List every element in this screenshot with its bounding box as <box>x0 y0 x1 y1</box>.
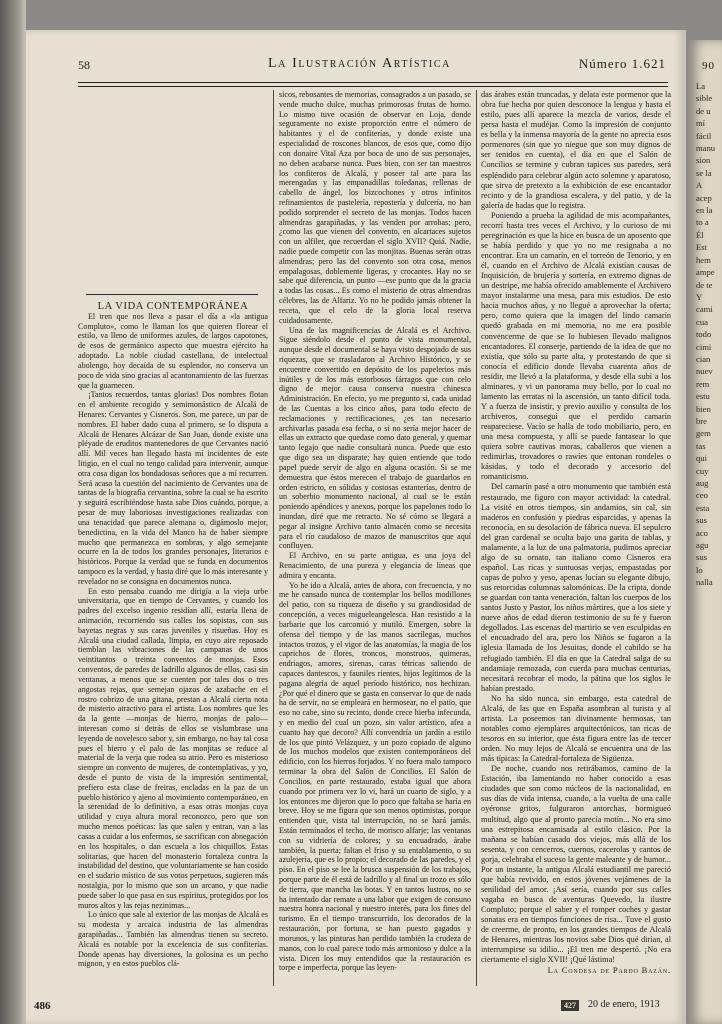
previous-page-edge <box>0 0 26 1024</box>
paragraph: De noche, cuando nos retirábamos, camino de la Estación, iba lamentando no haber conocido a esas ciudades que son como núcleos de la nacionalidad, en sus días de vida intensa, cuando, a la vuelta de una calle oyéronse gritos, fulguraron antorchas, hormigueó multitud, algo que al pronto parecía motín... No era sino una estrepitosa encamisada al estilo clásico. Por la mañana se habían casado dos viejos, más allá de los sesenta, y con cencerros, cuernos, cacerolas y cantos de gorja, celebraba el suceso la gente maleante y de humor... Por un instante, la antigua Alcalá estudiantil me pareció que había revivido, en estos jóvenes vejámenes de la senilidad del amor. ¡Así sería, cuando por sus calles vagaba en busca de aventuras Quevedo, la ilustre Compluto; porque el saber y el romper coches y gastar sonatas era en tiempos funciones de risa... Tuve el gusto de creerme, de pronto, en los grandes tiempos de Alcalá de Henares, mientras los novios sabe Dios qué dirían, al interrumpirse su idilio... ¡El tren me despertó. ¡No era ciertamente el siglo XVII! ¡Qué lástima! <box>481 764 671 965</box>
header-page-number: 58 <box>78 58 90 72</box>
article-column-1 <box>78 302 268 969</box>
paragraph: Poniendo a prueba la agilidad de mis acompañantes, recorrí hasta tres veces el Archivo, y lo curioso de mi peregrinación es que la hice en busca de un aposento que se había perdido y que yo no me resignaba a no encontrar. Era un camarín, en el torreón de Tenorio, y en él, cuando en el Archivo de Alcalá existían causas de Inquisición, de brujería y sortería, en extremo dignas de un destripe, me había ofrecido amablemente el Archivero mayor instalarme una mesa, para mis estudios. De esto hacía muchos años, y no llegué a aprovechar la oferta; pero, como quiera que la imagen del lindo camarín quedó grabada en mi memoria, no me era posible convencerme de que se lo hubiesen llevado malignos encantadores. El conserje, partiendo de la idea de que no existía, que sólo su parte alta, y protestando de que si conocía el edificio donde llevaba cuarenta años de residir, me llevó a la plataforma, y desde ella subí a los alminares, y vi un panorama muy bello, por lo cual no lamento las erratas ni la ascensión, un tanto difícil toda. Y a fuerza de insistir, y previo auxilio y consulta de los archiveros, conseguí que el perdido camarín reapareciese. Vacío se halla de todo mobiliario, pero, en una mesa compuesta, y allí se puede fantasear lo que quiera sobre cautivas moras, caballeros que vienen a redimirlas, trovadores o rawíes que entonan rondeles o kásidas, y todo el decorado y accesorio del romanticismo. <box>481 210 671 482</box>
article-column-3 <box>481 90 671 976</box>
archive-stamp: 427 <box>561 1000 579 1011</box>
paragraph: ¡Tantos recuerdos, tantas glorias! Dos nombres flotan en el ambiente recogido y semimonástico de Alcalá de Henares: Cervantes y Cisneros. Son, me parece, un par de nombres. El haber dado cuna al primero, se lo disputa a Alcalá de Henares Alcázar de San Juan, donde existe una pléyade de eruditos mantenedores de que Cervantes nació allí. Mil veces han llegado hasta mí incidentes de este litigio, en el cual no tengo calidad para intervenir, aunque otra cosa digan los bondadosos señores que a mí recurren. Será acaso la cuestión del nacimiento de Cervantes una de tantas de la biografía cervantina, sobre la cual se ha escrito y seguirá escribiéndose hasta sabe Dios cuándo, porque, a pesar de muy laboriosas investigaciones realizadas con una tenacidad que parece alemana o, digámoslo mejor, benedictina, en la vida del Manco ha de haber siempre mucho que permanezca en sombras, y algo semejante ocurre en la de todos los grandes personajes, literarios e históricos. Porque la verdad que se funda en documentos tampoco es la verdad, y hasta diré que lo más interesante y revelador no se consigna en documentos nunca. <box>78 390 268 586</box>
paragraph: El tren que nos lleva a pasar el día a «la antigua Compluto», como le llaman los que quieren florear el estilo, va lleno de uniformes azules, de largos capotones, de esos de germánico aspecto que muestra ejército ha adoptado. La noble ciudad castellana, de intelectual abolengo, hoy decaída de su esplendor, no conserva un poco de vida sino gracias al acantonamiento de las fuerzas que la guarnecen. <box>78 311 268 390</box>
paragraph: Lo único que sale al exterior de las monjas de Alcalá es su modesta y arcaica industria de las almendras garapiñadas... También las almendras tienen su secreto. Alcalá es notable por la excelencia de sus confiterías. Donde apenas hay diversiones, la golosina es un pecho mignon, y en estos pueblos clá- <box>78 910 268 969</box>
column-divider <box>476 90 477 986</box>
page-footer <box>26 994 686 1020</box>
next-page-edge <box>688 40 722 1024</box>
author-signature: La Condesa de Pardo Bazán. <box>547 965 671 976</box>
folio-number: 486 <box>34 1000 51 1012</box>
paragraph: En esto pensaba cuando me dirigía a la vieja urbe universitaria, que en tiempo de Cervantes, y cuando los padres del excelso ingenio residían allí, estaría llena de animación, recorriendo sus calles los sopistas, con sus bayetas negras y sus caras juveniles y risueñas. Hoy es Alcalá una ciudad callada, limpia, en cuyo aire reposado tiemblan las vibraciones de las campanas de unos veintitantos o treinta conventos de monjas. Esos conventos, de paredes de ladrillo algunos de ellos, casi sin ventanas, a menos que se cuenten por tales dos o tres angostas rejas, que semejan ojazos de azabache en el rostro cobrizo de una gitana, prestan a Alcalá cierta nota de misterio atractivo para el artista. Los nombres que les da la gente —monjas de hierro, monjas de palo— interesan como si detrás de ellos se vislumbrase una leyenda de novelesco sabor y, sin embargo, no hay tal cosa pues el hierro y el palo de las monjitas se reduce al material de la verja que rodea su atrio. Pero es misterioso siempre un convento de mujeres, de contemplativas, y yo, desde el punto de vista de la impresión sentimental, prefiero esta clase de freiras, encladas en la paz de un pueblo histórico y ajeno al movimiento contemporáneo, en la serenidad de lo definitivo, a esas otras monjas cuya utilidad y cuya altura moral reconozco, pero que son mucho menos poéticas: las que salen y entran, van a las casas a cuidar a los enfermos, se sacrifican con abnegación en los hospitales, o dan escuela a los chiquillos. Estas solitarias, que hacen del monasterio fortaleza contra la instabilidad del destino, que voluntariamente se han cosido en el sudario místico de sus votos perpetuos, sugieren más nostalgia, por lo mismo que son un arcano, y que nadie puede saber lo que pasa en sus espíritus, protegidos por los muros altos y las rejas nezinimas... <box>78 586 268 910</box>
header-rule-thin <box>78 86 668 87</box>
header-rule <box>78 82 668 83</box>
next-page-text-fragments: La sible de u mí fácil manu sion se la A acep en la to a Él Est hem ampe de te Y cami cua todo cimi cian nuev rem estu bien bre gem tas qui cuy aug ceo esta sus aco agu sus lo nalla <box>696 81 716 588</box>
paragraph: sicos, rebosantes de memorias, consagrados a un pasado, se vende mucho dulce, muchas primorosas frutas de horno. Lo mismo tuve ocasión de observar en Loja, donde seguramente no existe proporción entre el número de habitantes y el de confiterías, y donde existe una especialidad de roscones blancos, de esos que, como dijo con donaire Vital Aza por boca de uno de sus personajes, no deben acabarse nunca. Pues bien, con ser tan maestros los confiteros de Alcalá, y poseer tal arte para las merengadas y las empanadillas toledanas, rellenas de cabello de ángel, los bizcochones y otros infinitos refinamientos de pastelería, repostería y dulcería, no han podido sorprender el secreto de las monjas. Todos hacen almendras garapiñadas, y las venden por arrobas; pero, ¿como las que vienen del convento, en alcartaces sujetos con un alfiler, que recuerdan el siglo XVII? Quiá. Nadie, nadie puede competir con las monjitas. Buenas serán otras almendras; pero las del convento son otra cosa, menos empalagosas, doblemente ligeras, y crocantes. Hay no se sabe qué diferencia, un punto —ese punto que da la gracia a todas las cosas... Es como el misterio de otras almendras célebres, las de Alfariz. Yo no he podido jamás obtener la receta, que el celo de la gloria local reserva cuidadosamente. <box>279 90 471 325</box>
running-header <box>78 54 666 82</box>
paragraph: das árabes están truncadas, y delata este pormenor que la obra fue hecha por quien desconoce la lengua y hasta el estilo, pues allí aparece la mezcla de varios, desde el persa hasta el mudéjar. Como la impresión de conjunto es bella y la inmensa mayoría de la gente no aprecia esos pormenores (sin que yo niegue que son muy dignos de ser tenidos en cuenta), el día en que el Salón de Concilios se termine y cubran tapices sus paredes, será espléndido para celebrar algún acto solemne y aparatoso, que sirva de pretexto a la exhibición de ese encantador recinto y de la grandiosa escalera, y del patio, y de la galería de hadas que lo registra. <box>481 90 671 210</box>
article-column-2 <box>279 90 471 973</box>
column-divider <box>273 90 274 986</box>
paragraph: Yo he ido a Alcalá, antes de ahora, con frecuencia, y no me he cansado nunca de contemplar los bellos modillones del patio, con su riqueza de diseño y su grandiosidad de concepción, a veces migueleangelesca. Han resistido a la barbarie que los carcomió y mutiló. Emergen, sobre la ofensa del tiempo y de las manos sacrílegas, muchos intactos trozos, y el vigor de las anatomías, la magia de los caprichos de flores, troncos, monstruos, quimeras, endriagos, amores, sirenas, caras tétricas saliendo de capaces dantescos, y fauniles rientes, hijos legítimos de la pagana alegría de aquel período histórico, nos hechizan. ¿Por qué el dinero que se gasta en conservar lo que de nada ha de servir, no se empleará en hermosear, no el patio, que eso no cabe, sino su recinto, donde crece hierba infecunda, y en medio del cual un pozo, sin valor artístico, afea a cuanto hay que decoro? Allí convendría un jardín a estilo de los que pintó Velázquez, y un pozo copiado de alguno de los muchos modelos que existen contemporáneos del edificio, con los hierros forjados. Y no fuera malo tampoco terminar la obra del Salón de Concilios. El Salón de Concilios, en parte restaurado, estaba igual que ahora cuando por primera vez lo vi, hará un cuarto de siglo, y a los entonces me dijeron que lo poco que faltaba se haría en breve. Hoy se me figura que son menos optimistas, porque entienden que, vista tal interrupción, no se hará jamás. Están terminados el techo, de morisco alfarje; las ventanas con su vidriería de colores; y su encuadrado, árabe también, la puerta; faltan el friso y su entablamento, o su azulejería, que es lo propio; el decorado de las paredes, y el piso. En el piso se lee la brusca suspensión de los trabajos, porque parte de él está de ladrillo y al final un trozo es sólo de tierra, que mancha las botas. Y en tantos lustros, no se ha intentado dar remate a una labor que exigen de consuno nuestra honra nacional y nuestro interés, para los fines del turismo. En el tiempo transcurrido, los decorados de la restauración, por fortuna, se han puesto gagados y morunos, y las pinturas han perdido también la crudeza de manos, con lo cual parece todo más armonioso y dulce a la vista. Dicen los muy entendidos que la restauración es torpe e imperfecta, porque las leyen- <box>279 580 471 973</box>
paragraph: No ha sido nunca, sin embargo, esta catedral de Alcalá, de las que en España asombran al turista y al artista. La poseemos tan divinamente hermosas, tan notables como ejemplares arquitectónicos, tan ricas de tesoros en su interior, que ésta figura entre las de tercer orden. No muy lejos de Alcalá se encuentra una de las más típicas: la Catedral-fortaleza de Sigüenza. <box>481 693 671 764</box>
magazine-page <box>26 30 686 1024</box>
issue-number: Número 1.621 <box>578 56 666 71</box>
paragraph: Del camarín pasé a otro monumento que también está restaurado, me figuro con mayor actividad: la catedral. La visité en otros tiempos, sin andamios, sin cal, sin maderos en confusión y piedras esparcidas, y apenas la reconocía, en su desolación de fábrica nueva. El sepulcro del gran cardenal se oculta bajo una garita de tablas, y malamente, a la luz de una palmatoria, pudimos apreciar algo de su ornato, tan italiano como Cisneros era español. Las ricas y suntuosas verjas, empastadas por capas de polvo y yeso, apenas lucían su elegante dibujo, sus retorcidas columnas salomónicas. De la cripta, donde se guardan con tanta veneración, faltan los cuerpos de los santos Justo y Pastor, los niños mártires, que a los siete y nueve años de edad dieron testimonio de su fe y fueron degollados. Las escenas del martirio se ven esculpidas en el encuadrado del ara, pero los Niños se fugaron a la iglesia llamada de los Jesuitas, donde el cabildo se ha refugiado también. El día en que la Catedral salga de su andamiaje remozada, con cuerda para muchas centurias, necesitará recobrar el modo, la pátina que los siglos le habían prestado. <box>481 482 671 693</box>
section-rule <box>86 294 258 295</box>
issue-date: 20 de enero, 1913 <box>588 999 660 1010</box>
paragraph: Una de las magnificencias de Alcalá es el Archivo. Sigue siéndolo desde el punto de vista monumental, aunque desde el documental se haya visto despojado de sus riquezas, que se trasladaron al Archivo Histórico, y se encuentre convertido en depósito de los papelerios más inútiles y de los más estorbosos fárragos que con celo digno de mejor causa conserva nuestra chinesca Administración. En efecto, yo me pregunto si, cada unidad de las Cuentas a los cinco años, para todo efecto de reclamaciones y rectificaciones, ¿es tan necesario archivarlas pasada esa fecha, o si no sería mejor hacer de ellas un extracto que quedase como dato general, y quemar tanto legajo que nadie consultará nunca. Puede que esto que digo sea un disparate; hay quien entiende que todo papel puede servir de algo en alguna ocasión. Si se me demuestra que éstos merecen el trabajo de guardarlos en orden estricto, en sólidas y costosas estanterías, dentro de un soberbio monumento nacional, al cual se le están poniendo apéndices y anexos, porque los papelones todo lo inundan, diré que me retracto. No sé cómo se llegará a pegar al insigne Archivo tanto almacén como se necesita para el río caudaloso de mazos de manuscritos que aquí confluyen. <box>279 325 471 551</box>
paragraph: El Archivo, en su parte antigua, es una joya del Renacimiento, de una pureza y elegancia de líneas que admira y encanta. <box>279 551 471 580</box>
section-title: LA VIDA CONTEMPORÁNEA <box>97 301 249 312</box>
next-page-number: 90 <box>702 60 715 72</box>
magazine-title: La Ilustración Artística <box>268 56 451 71</box>
